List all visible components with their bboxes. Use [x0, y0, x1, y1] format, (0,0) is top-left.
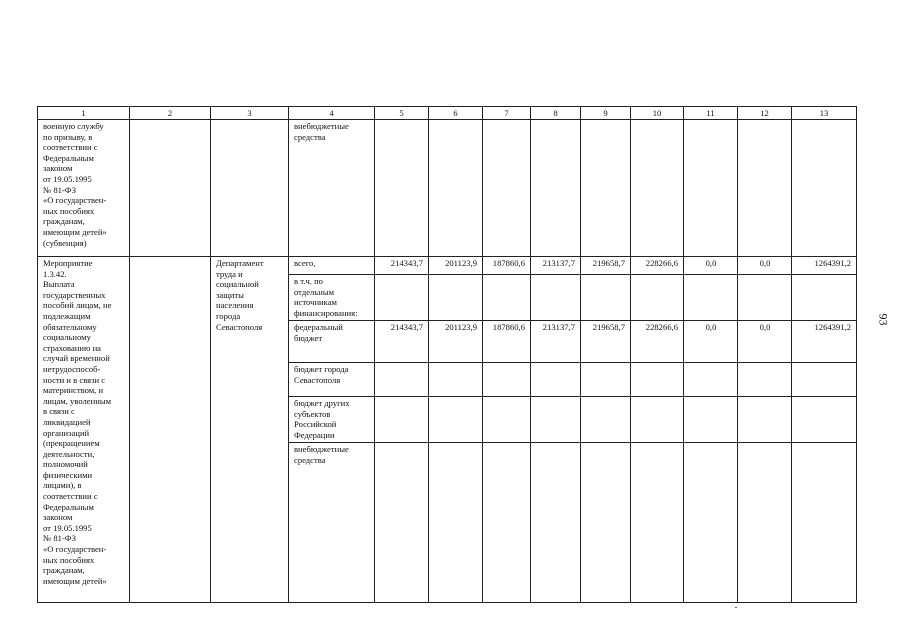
col-header: 8: [531, 107, 581, 120]
value-cell: 1264391,2: [792, 257, 857, 275]
value-cell: [738, 443, 792, 603]
value-cell: 214343,7: [375, 257, 429, 275]
value-cell: [738, 363, 792, 397]
value-cell: [684, 363, 738, 397]
col-header: 10: [631, 107, 684, 120]
value-cell: [631, 397, 684, 443]
value-cell: [429, 275, 483, 321]
funding-source-cell: федеральный бюджет: [289, 321, 375, 363]
value-cell: 228266,6: [631, 257, 684, 275]
funding-source-cell: внебюджетные средства: [289, 443, 375, 603]
col-header: 12: [738, 107, 792, 120]
value-cell: [483, 120, 531, 257]
col-header: 7: [483, 107, 531, 120]
value-cell: [684, 397, 738, 443]
value-cell: [631, 363, 684, 397]
value-cell: 187860,6: [483, 257, 531, 275]
scan-speck: [735, 607, 737, 608]
value-cell: 213137,7: [531, 321, 581, 363]
value-cell: [581, 363, 631, 397]
col-header: 2: [130, 107, 211, 120]
col-header: 9: [581, 107, 631, 120]
value-cell: 219658,7: [581, 321, 631, 363]
value-cell: [375, 397, 429, 443]
value-cell: [792, 443, 857, 603]
value-cell: 219658,7: [581, 257, 631, 275]
table-row: [38, 120, 857, 257]
value-cell: [792, 397, 857, 443]
value-cell: [738, 275, 792, 321]
value-cell: [429, 120, 483, 257]
table-row: [38, 257, 857, 275]
value-cell: [581, 275, 631, 321]
value-cell: [684, 275, 738, 321]
col-header: 13: [792, 107, 857, 120]
value-cell: [375, 275, 429, 321]
value-cell: 0,0: [684, 321, 738, 363]
col-header: 3: [211, 107, 289, 120]
empty-cell: [130, 120, 211, 257]
value-cell: [483, 363, 531, 397]
funding-source-cell: внебюджетные средства: [289, 120, 375, 257]
funding-source-cell: бюджет других субъектов Российской Федерации: [289, 397, 375, 443]
funding-source-cell: бюджет города Севастополя: [289, 363, 375, 397]
value-cell: [375, 443, 429, 603]
value-cell: [581, 397, 631, 443]
header-row: [38, 107, 857, 120]
value-cell: 201123,9: [429, 257, 483, 275]
value-cell: [792, 120, 857, 257]
value-cell: 0,0: [738, 321, 792, 363]
value-cell: [531, 443, 581, 603]
measure-description-cell: военную службу по призыву, в соответствии с Федеральным законом от 19.05.1995 № 81-ФЗ «О государствен- ных пособиях гражданам, имеющим детей» (субвенция): [38, 120, 130, 257]
value-cell: [581, 120, 631, 257]
col-header: 4: [289, 107, 375, 120]
value-cell: [684, 120, 738, 257]
funding-source-cell: всего,: [289, 257, 375, 275]
executor-cell: Департамент труда и социальной защиты населения города Севастополя: [211, 257, 289, 603]
value-cell: [684, 443, 738, 603]
value-cell: [483, 275, 531, 321]
value-cell: [429, 397, 483, 443]
empty-cell: [211, 120, 289, 257]
value-cell: 0,0: [684, 257, 738, 275]
value-cell: [429, 443, 483, 603]
col-header: 5: [375, 107, 429, 120]
value-cell: 228266,6: [631, 321, 684, 363]
value-cell: 1264391,2: [792, 321, 857, 363]
value-cell: [738, 120, 792, 257]
col-header: 1: [38, 107, 130, 120]
value-cell: 187860,6: [483, 321, 531, 363]
page-number: 93: [876, 313, 891, 326]
value-cell: [631, 443, 684, 603]
value-cell: 214343,7: [375, 321, 429, 363]
measure-description-cell: Мероприятие 1.3.42. Выплата государственных пособий лицам, не подлежащим обязательному социальному страхованию на случай временной нетрудоспособ- ности и в связи с материнством, и лицам, уволенным в связи с ликвидацией организаций (прекращением деятельности, полномочий физическими лицами), в соответствии с Федеральным законом от 19.05.1995 № 81-ФЗ «О государствен- ных пособиях гражданам, имеющим детей»: [38, 257, 130, 603]
value-cell: [631, 275, 684, 321]
value-cell: [531, 363, 581, 397]
value-cell: [792, 275, 857, 321]
value-cell: [531, 397, 581, 443]
value-cell: [631, 120, 684, 257]
value-cell: [581, 443, 631, 603]
value-cell: [738, 397, 792, 443]
col-header: 11: [684, 107, 738, 120]
value-cell: [483, 397, 531, 443]
empty-cell: [130, 257, 211, 603]
funding-source-cell: в т.ч. по отдельным источникам финансирования:: [289, 275, 375, 321]
value-cell: [792, 363, 857, 397]
value-cell: 201123,9: [429, 321, 483, 363]
value-cell: 0,0: [738, 257, 792, 275]
col-header: 6: [429, 107, 483, 120]
value-cell: 213137,7: [531, 257, 581, 275]
value-cell: [429, 363, 483, 397]
value-cell: [483, 443, 531, 603]
value-cell: [531, 120, 581, 257]
value-cell: [375, 363, 429, 397]
program-table: [37, 106, 857, 603]
value-cell: [375, 120, 429, 257]
value-cell: [531, 275, 581, 321]
